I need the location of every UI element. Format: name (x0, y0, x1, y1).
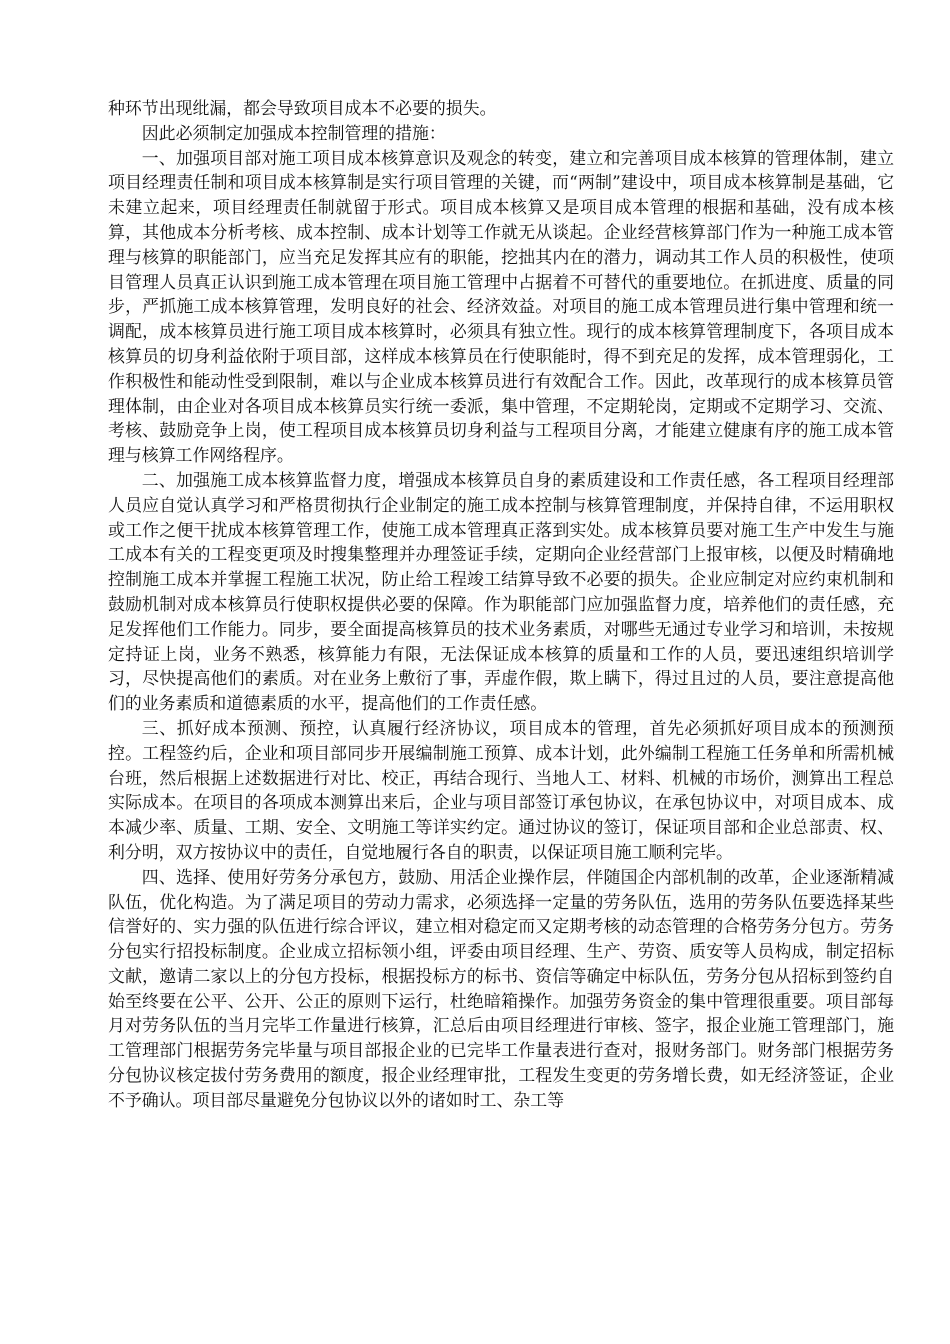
document-page (108, 96, 894, 1113)
paragraph-continuation: 种环节出现纰漏，都会导致项目成本不必要的损失。 (108, 98, 497, 118)
paragraph-measure-1: 一、加强项目部对施工项目成本核算意识及观念的转变，建立和完善项目成本核算的管理体制，建立项目经理责任制和项目成本核算制是实行项目管理的关键，而“两制”建设中，项目成本核算制是基础，它未建立起来，项目经理责任制就留于形式。项目成本核算又是项目成本管理的根据和基础，没有成本核算，其他成本分析考核、成本控制、成本计划等工作就无从谈起。企业经营核算部门作为一种施工成本管理与核算的职能部门，应当充足发挥其应有的职能，挖拙其内在的潜力，调动其工作人员的积极性，使项目管理人员真正认识到施工成本管理在项目施工管理中占据着不可替代的重要地位。在抓进度、质量的同步，严抓施工成本核算管理，发明良好的社会、经济效益。对项目的施工成本管理员进行集中管理和统一调配，成本核算员进行施工项目成本核算时，必须具有独立性。现行的成本核算管理制度下，各项目成本核算员的切身利益依附于项目部，这样成本核算员在行使职能时，得不到充足的发挥，成本管理弱化，工作积极性和能动性受到限制，难以与企业成本核算员进行有效配合工作。因此，改革现行的成本核算员管理体制，由企业对各项目成本核算员实行统一委派，集中管理，不定期轮岗，定期或不定期学习、交流、考核、鼓励竞争上岗，使工程项目成本核算员切身利益与工程项目分离，才能建立健康有序的施工成本管理与核算工作网络程序。 (108, 147, 894, 466)
paragraph-intro: 因此必须制定加强成本控制管理的措施： (141, 122, 446, 143)
paragraph-measure-3: 三、抓好成本预测、预控，认真履行经济协议，项目成本的管理，首先必须抓好项目成本的预测预控。工程签约后，企业和项目部同步开展编制施工预算、成本计划，此外编制工程施工任务单和所需机械台班，然后根据上述数据进行对比、校正，再结合现行、当地人工、材料、机械的市场价，测算出工程总实际成本。在项目的各项成本测算出来后，企业与项目部签订承包协议，在承包协议中，对项目成本、成本减少率、质量、工期、安全、文明施工等详实约定。通过协议的签订，保证项目部和企业总部责、权、利分明，双方按协议中的责任，自觉地履行各自的职责，以保证项目施工顺利完毕。 (108, 717, 894, 862)
paragraph-measure-4: 四、选择、使用好劳务分承包方，鼓励、用活企业操作层，伴随国企内部机制的改革，企业逐渐精减队伍，优化构造。为了满足项目的劳动力需求，必须选择一定量的劳务队伍，选用的劳务队伍要选择某些信誉好的、实力强的队伍进行综合评议，建立相对稳定而又定期考核的动态管理的合格劳务分包方。劳务分包实行招投标制度。企业成立招标领小组，评委由项目经理、生产、劳资、质安等人员构成，制定招标文献，邀请二家以上的分包方投标，根据投标方的标书、资信等确定中标队伍，劳务分包从招标到签约自始至终要在公平、公开、公正的原则下运行，杜绝暗箱操作。加强劳务资金的集中管理很重要。项目部每月对劳务队伍的当月完毕工作量进行核算，汇总后由项目经理进行审核、签字，报企业施工管理部门，施工管理部门根据劳务完毕量与项目部报企业的已完毕工作量表进行查对，报财务部门。财务部门根据劳务分包协议核定拔付劳务费用的额度，报企业经理审批，工程发生变更的劳务增长费，如无经济签证，企业不予确认。项目部尽量避免分包协议以外的诸如时工、杂工等 (108, 866, 894, 1110)
paragraph-measure-2: 二、加强施工成本核算监督力度，增强成本核算员自身的素质建设和工作责任感，各工程项目经理部人员应自觉认真学习和严格贯彻执行企业制定的施工成本控制与核算管理制度，并保持自律，不运用职权或工作之便干扰成本核算管理工作，使施工成本管理真正落到实处。成本核算员要对施工生产中发生与施工成本有关的工程变更项及时搜集整理并办理签证手续，定期向企业经营部门上报审核，以便及时精确地控制施工成本并掌握工程施工状况，防止给工程竣工结算导致不必要的损失。企业应制定对应约束机制和鼓励机制对成本核算员行使职权提供必要的保障。作为职能部门应加强监督力度，培养他们的责任感，充足发挥他们工作能力。同步，要全面提高核算员的技术业务素质，对哪些无通过专业学习和培训，未按规定持证上岗，业务不熟悉，核算能力有限，无法保证成本核算的质量和工作的人员，要迅速组织培训学习，尽快提高他们的素质。对在业务上敷衍了事，弄虚作假，欺上瞒下，得过且过的人员，要注意提高他们的业务素质和道德素质的水平，提高他们的工作责任感。 (108, 469, 894, 714)
